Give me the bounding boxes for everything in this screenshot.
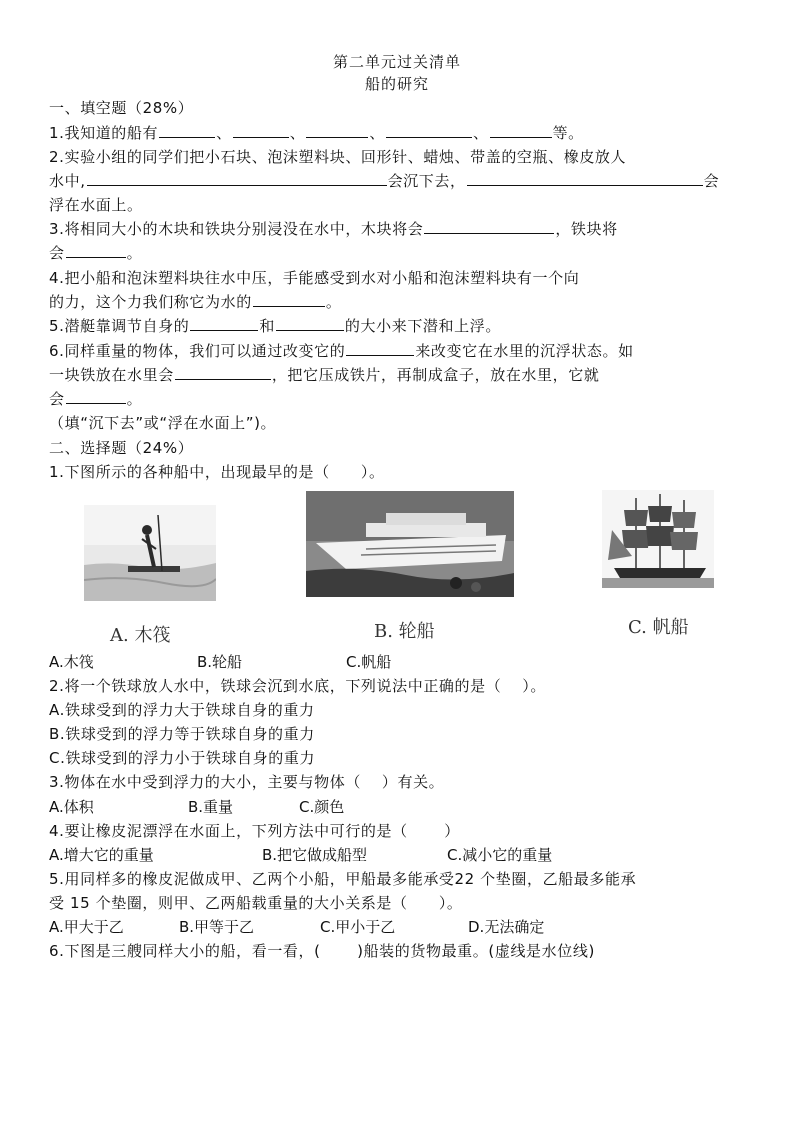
- page-title: 第二单元过关清单: [332, 53, 461, 71]
- caption-c-sailboat: C. 帆船: [628, 617, 689, 638]
- answer-blank[interactable]: [233, 122, 289, 138]
- option-a[interactable]: A.甲大于乙: [49, 918, 124, 936]
- option-c[interactable]: C.颜色: [299, 798, 345, 816]
- answer-blank[interactable]: [306, 122, 368, 138]
- page-subtitle: 船的研究: [364, 75, 429, 93]
- answer-blank[interactable]: [346, 340, 414, 356]
- question-2-5-line2: 受 15 个垫圈，则甲、乙两船载重量的大小关系是（ ）。: [49, 894, 463, 912]
- caption-b-liner: B. 轮船: [374, 621, 435, 642]
- sailboat-photo: [602, 490, 714, 588]
- answer-blank[interactable]: [159, 122, 215, 138]
- question-1-5: 5.潜艇靠调节自身的 和 的大小来下潜和上浮。: [49, 317, 501, 335]
- liner-photo: [306, 491, 514, 597]
- question-1-6-hint: （填“沉下去”或“浮在水面上”)。: [49, 414, 277, 432]
- question-1-6-line3: 会 。: [49, 390, 143, 408]
- option-b[interactable]: B.轮船: [197, 653, 243, 671]
- option-a[interactable]: A.铁球受到的浮力大于铁球自身的重力: [49, 701, 315, 719]
- option-a[interactable]: A.体积: [49, 798, 94, 816]
- question-2-4-stem: 4.要让橡皮泥漂浮在水面上，下列方法中可行的是（ ）: [49, 822, 460, 840]
- question-2-3-stem: 3.物体在水中受到浮力的大小，主要与物体（ ）有关。: [49, 773, 445, 791]
- raft-photo: [84, 505, 216, 601]
- option-a[interactable]: A.木筏: [49, 653, 94, 671]
- question-2-6-stem: 6.下图是三艘同样大小的船，看一看，( )船装的货物最重。(虚线是水位线): [49, 942, 595, 960]
- question-2-2-stem: 2.将一个铁球放人水中，铁球会沉到水底，下列说法中正确的是（ ）。: [49, 677, 546, 695]
- answer-blank[interactable]: [467, 170, 703, 186]
- option-c[interactable]: C.帆船: [346, 653, 392, 671]
- question-1-6-line2: 一块铁放在水里会 ，把它压成铁片，再制成盒子，放在水里，它就: [49, 366, 600, 384]
- question-1-2-line1: 2.实验小组的同学们把小石块、泡沫塑料块、回形针、蜡烛、带盖的空瓶、橡皮放人: [49, 148, 627, 166]
- answer-blank[interactable]: [66, 242, 126, 258]
- question-2-5-line1: 5.用同样多的橡皮泥做成甲、乙两个小船，甲船最多能承受22 个垫圈，乙船最多能承: [49, 870, 637, 888]
- answer-blank[interactable]: [424, 218, 554, 234]
- question-1-4-line1: 4.把小船和泡沫塑料块往水中压，手能感受到水对小船和泡沫塑料块有一个向: [49, 269, 580, 287]
- answer-blank[interactable]: [276, 315, 344, 331]
- question-1-1: 1.我知道的船有 、 、 、 、 等。: [49, 124, 584, 142]
- question-1-2-line2: 水中, 会沉下去， 会: [49, 172, 720, 190]
- section-heading-fill-in: 一、填空题（28%）: [49, 99, 194, 117]
- question-1-2-line3: 浮在水面上。: [49, 196, 143, 214]
- option-b[interactable]: B.重量: [188, 798, 234, 816]
- caption-a-raft: A. 木筏: [110, 625, 171, 646]
- answer-blank[interactable]: [190, 315, 258, 331]
- option-b[interactable]: B.把它做成船型: [262, 846, 368, 864]
- option-c[interactable]: C.甲小于乙: [320, 918, 396, 936]
- question-2-1-stem: 1.下图所示的各种船中，出现最早的是（ ）。: [49, 463, 385, 481]
- answer-blank[interactable]: [253, 291, 325, 307]
- option-c[interactable]: C.铁球受到的浮力小于铁球自身的重力: [49, 749, 316, 767]
- question-1-3-line1: 3.将相同大小的木块和铁块分别浸没在水中，木块将会 ，铁块将: [49, 220, 618, 238]
- section-heading-choice: 二、选择题（24%）: [49, 439, 194, 457]
- option-b[interactable]: B.铁球受到的浮力等于铁球自身的重力: [49, 725, 315, 743]
- question-1-4-line2: 的力，这个力我们称它为水的 。: [49, 293, 342, 311]
- answer-blank[interactable]: [175, 364, 271, 380]
- option-b[interactable]: B.甲等于乙: [179, 918, 255, 936]
- option-d[interactable]: D.无法确定: [468, 918, 545, 936]
- option-a[interactable]: A.增大它的重量: [49, 846, 154, 864]
- question-1-3-line2: 会 。: [49, 244, 143, 262]
- answer-blank[interactable]: [386, 122, 472, 138]
- option-c[interactable]: C.减小它的重量: [447, 846, 553, 864]
- answer-blank[interactable]: [66, 388, 126, 404]
- question-1-6-line1: 6.同样重量的物体，我们可以通过改变它的 来改变它在水里的沉浮状态。如: [49, 342, 634, 360]
- answer-blank[interactable]: [490, 122, 552, 138]
- answer-blank[interactable]: [87, 170, 387, 186]
